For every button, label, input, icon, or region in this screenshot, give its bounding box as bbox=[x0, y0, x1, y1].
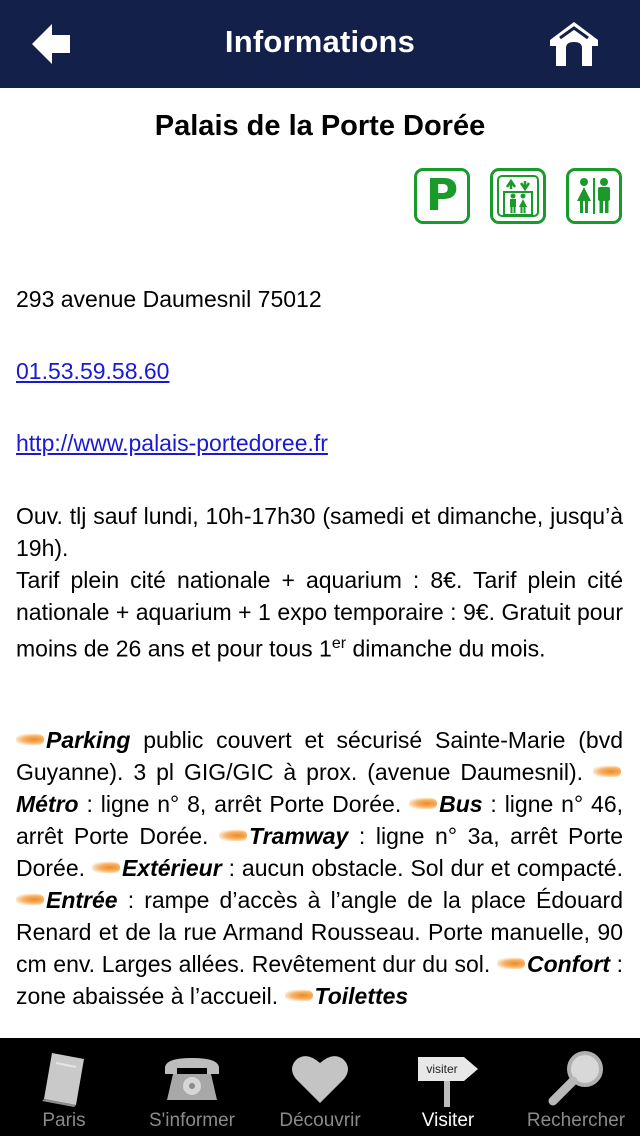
bullet-icon bbox=[497, 958, 525, 969]
access-text: : ligne n° 3a, arrêt Porte Dorée. bbox=[16, 823, 624, 881]
bullet-icon bbox=[92, 862, 120, 873]
tab-sinformer[interactable] bbox=[128, 1038, 256, 1136]
tab-label: S'informer bbox=[149, 1110, 235, 1131]
navigation-bar bbox=[0, 0, 640, 88]
access-text: : rampe d’accès à l’angle de la place Édouard Renard et de la rue Armand Rousseau. Porte manuelle, 90 cm env. Larges allées. Revêtement dur du sol. bbox=[16, 887, 623, 977]
parking-icon: P bbox=[425, 170, 459, 221]
home-button[interactable] bbox=[546, 18, 602, 70]
access-key-parking: Parking bbox=[46, 727, 131, 753]
telephone-icon bbox=[161, 1052, 223, 1104]
parking-badge bbox=[414, 168, 470, 224]
access-text: : zone abaissée à l’accueil. bbox=[16, 951, 624, 1009]
tab-label: Visiter bbox=[421, 1110, 475, 1131]
tab-paris[interactable] bbox=[0, 1038, 128, 1136]
home-icon bbox=[546, 18, 602, 70]
access-paragraph bbox=[16, 724, 623, 1012]
bullet-icon bbox=[593, 766, 621, 777]
tariff-end: dimanche du mois. bbox=[352, 635, 546, 662]
access-key-bus: Bus bbox=[439, 791, 483, 817]
elevator-icon bbox=[495, 173, 541, 219]
toilets-icon bbox=[571, 173, 617, 219]
tab-visiter[interactable] bbox=[384, 1038, 512, 1136]
access-text: public couvert et sécurisé Sainte-Marie (bvd Guyanne). 3 pl GIG/GIC à prox. (avenue Daumesnil). bbox=[16, 727, 623, 785]
access-text: : ligne n° 8, arrêt Porte Dorée. bbox=[78, 791, 410, 817]
elevator-badge bbox=[490, 168, 546, 224]
bullet-icon bbox=[219, 830, 247, 841]
hours-tariff-paragraph bbox=[16, 500, 623, 665]
website-link[interactable]: http://www.palais-portedoree.fr bbox=[16, 430, 328, 456]
ordinal-suffix: er bbox=[331, 635, 347, 652]
ordinal-number: 1 bbox=[319, 635, 332, 662]
bullet-icon bbox=[285, 990, 313, 1001]
book-icon bbox=[38, 1049, 90, 1107]
tab-label: Rechercher bbox=[526, 1110, 626, 1131]
heart-icon bbox=[290, 1051, 350, 1105]
address: 293 avenue Daumesnil 75012 bbox=[16, 286, 322, 312]
access-key-exterieur: Extérieur bbox=[121, 855, 222, 881]
accessibility-badges bbox=[414, 168, 622, 224]
access-key-entree: Entrée bbox=[46, 887, 118, 913]
toilets-badge bbox=[566, 168, 622, 224]
signpost-icon bbox=[416, 1049, 480, 1107]
tab-label: Paris bbox=[42, 1110, 86, 1131]
bullet-icon bbox=[16, 894, 44, 905]
bullet-icon bbox=[16, 734, 44, 745]
access-key-metro: Métro bbox=[16, 791, 79, 817]
bullet-icon bbox=[409, 798, 437, 809]
tab-label: Découvrir bbox=[279, 1110, 361, 1131]
access-key-toilettes: Toilettes bbox=[314, 983, 409, 1009]
access-key-tramway: Tramway bbox=[249, 823, 349, 849]
tab-bar bbox=[0, 1038, 640, 1136]
place-title: Palais de la Porte Dorée bbox=[154, 110, 486, 142]
page-title: Informations bbox=[224, 24, 416, 59]
access-key-confort: Confort bbox=[526, 951, 610, 977]
signpost-text: visiter bbox=[426, 1062, 458, 1076]
tariff-text: Tarif plein cité nationale + aquarium : 8€. Tarif plein cité nationale + aquarium + 1 expo temporaire : 9€. Gratuit pour moins de 26 ans et pour tous bbox=[16, 567, 623, 662]
magnifier-icon bbox=[545, 1049, 607, 1107]
access-text: : aucun obstacle. Sol dur et compacté. bbox=[221, 855, 623, 881]
phone-link[interactable]: 01.53.59.58.60 bbox=[16, 358, 170, 384]
opening-hours: Ouv. tlj sauf lundi, 10h-17h30 (samedi et dimanche, jusqu’à 19h). bbox=[16, 503, 623, 561]
access-text: : ligne n° 46, arrêt Porte Dorée. bbox=[16, 791, 623, 849]
tab-rechercher[interactable] bbox=[512, 1038, 640, 1136]
tab-decouvrir[interactable] bbox=[256, 1038, 384, 1136]
content-area[interactable] bbox=[0, 88, 640, 1038]
